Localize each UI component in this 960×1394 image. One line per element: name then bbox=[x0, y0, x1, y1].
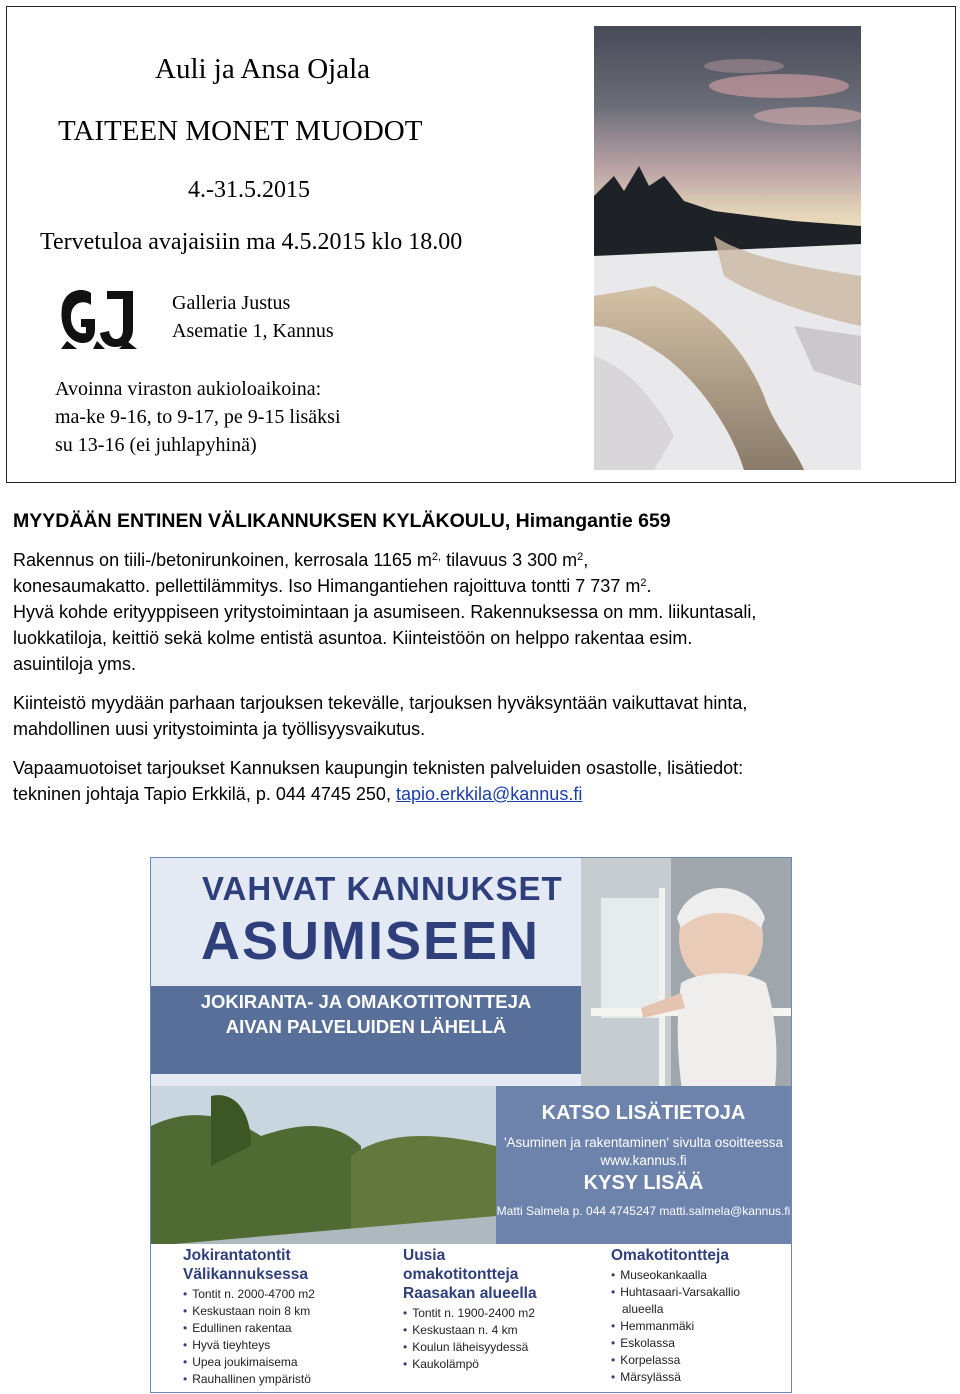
ad-banner-text bbox=[151, 989, 581, 1039]
text-fragment: asuintiloja yms. bbox=[13, 654, 137, 674]
list-item: • Kaukolämpö bbox=[403, 1356, 537, 1373]
venue-street: Asematie 1, Kannus bbox=[172, 320, 334, 342]
sale-heading: MYYDÄÄN ENTINEN VÄLIKANNUKSEN KYLÄKOULU, Himangantie 659 bbox=[13, 510, 671, 532]
info-subtext bbox=[496, 1134, 791, 1170]
list-item: • Huhtasaari-Varsakallio bbox=[611, 1284, 740, 1301]
hours-line: su 13-16 (ei juhlapyhinä) bbox=[55, 434, 257, 456]
contact-info bbox=[13, 755, 947, 807]
venue-address bbox=[172, 289, 334, 345]
ad-headline-2: ASUMISEEN bbox=[201, 911, 541, 971]
opening-invitation: Tervetuloa avajaisiin ma 4.5.2015 klo 18.00 bbox=[40, 229, 463, 255]
building-sale-notice bbox=[13, 510, 947, 807]
list-item: • Rauhallinen ympäristö bbox=[183, 1371, 315, 1388]
title-line: Jokirantatontit bbox=[183, 1247, 291, 1264]
text-fragment: Hyvä kohde erityyppiseen yritystoimintaan ja asumiseen. Rakennuksessa on mm. liikuntasali, bbox=[13, 602, 757, 622]
list-item: • Korpelassa bbox=[611, 1352, 740, 1369]
text-fragment: tilavuus 3 300 m bbox=[441, 550, 578, 570]
list-item: • Upea joukimaisema bbox=[183, 1354, 315, 1371]
list-item: • Märsylässä bbox=[611, 1369, 740, 1386]
superscript: 2 bbox=[640, 577, 647, 589]
building-description bbox=[13, 547, 947, 677]
text-fragment: . bbox=[646, 576, 652, 596]
list-item: • Hyvä tieyhteys bbox=[183, 1337, 315, 1354]
text-fragment: Vapaamuotoiset tarjoukset Kannuksen kaupungin teknisten palveluiden osastolle, lisätiedot: bbox=[13, 758, 744, 778]
banner-line: JOKIRANTA- JA OMAKOTITONTTEJA bbox=[200, 991, 532, 1012]
exhibition-notice bbox=[6, 6, 956, 483]
title-line: Uusia bbox=[403, 1247, 446, 1264]
column-title bbox=[611, 1246, 740, 1265]
title-line: Välikannuksessa bbox=[183, 1266, 308, 1283]
list-item: alueella bbox=[622, 1302, 664, 1316]
plot-columns bbox=[151, 1244, 791, 1393]
column-title bbox=[403, 1246, 537, 1303]
exhibition-dates: 4.-31.5.2015 bbox=[188, 177, 310, 203]
list-item: • Hemmanmäki bbox=[611, 1318, 740, 1335]
venue-name: Galleria Justus bbox=[172, 292, 291, 314]
info-heading: KATSO LISÄTIETOJA bbox=[541, 1102, 746, 1124]
contact-heading: KYSY LISÄÄ bbox=[583, 1172, 704, 1194]
superscript: 2 bbox=[577, 551, 584, 563]
list-item: • Eskolassa bbox=[611, 1335, 740, 1352]
list-item: • Edullinen rakentaa bbox=[183, 1320, 315, 1337]
info-line: 'Asuminen ja rakentaminen' sivulta osoitteessa bbox=[503, 1135, 784, 1150]
list-item: • Museokankaalla bbox=[611, 1267, 740, 1284]
column-title bbox=[183, 1246, 315, 1284]
list-item: • Koulun läheisyydessä bbox=[403, 1339, 537, 1356]
banner-line: AIVAN PALVELUIDEN LÄHELLÄ bbox=[225, 1016, 507, 1037]
title-line: Raasakan alueella bbox=[403, 1285, 537, 1302]
text-fragment: , bbox=[583, 550, 589, 570]
list-item: • Keskustaan noin 8 km bbox=[183, 1303, 315, 1320]
hours-line: Avoinna viraston aukioloaikoina: bbox=[55, 378, 322, 400]
list-item: • Keskustaan n. 4 km bbox=[403, 1322, 537, 1339]
text-fragment: mahdollinen uusi yritystoiminta ja työllisyysvaikutus. bbox=[13, 719, 426, 739]
hours-line: ma-ke 9-16, to 9-17, pe 9-15 lisäksi bbox=[55, 406, 341, 428]
title-line: Omakotitontteja bbox=[611, 1247, 729, 1264]
girl-window-photo bbox=[581, 858, 791, 1118]
superscript: 2, bbox=[431, 551, 442, 563]
housing-advertisement bbox=[150, 857, 792, 1393]
gallery-logo-icon bbox=[57, 283, 143, 353]
website-link[interactable]: www.kannus.fi bbox=[600, 1153, 687, 1168]
opening-hours bbox=[55, 375, 341, 459]
list-item: • Tontit n. 2000-4700 m2 bbox=[183, 1286, 315, 1303]
text-fragment: Kiinteistö myydään parhaan tarjouksen tekevälle, tarjouksen hyväksyntään vaikuttavat hinta, bbox=[13, 693, 748, 713]
text-fragment: luokkatiloja, keittiö sekä kolme entistä asuntoa. Kiinteistöön on helppo rakentaa esim. bbox=[13, 628, 693, 648]
email-link[interactable]: tapio.erkkila@kannus.fi bbox=[395, 784, 583, 804]
contact-person: Matti Salmela p. 044 4745247 matti.salmela@kannus.fi bbox=[496, 1204, 791, 1218]
sale-terms bbox=[13, 690, 947, 742]
text-fragment: Rakennus on tiili-/betonirunkoinen, kerrosala 1165 m bbox=[13, 550, 432, 570]
column-raasakka-plots bbox=[403, 1246, 537, 1373]
feature-list bbox=[611, 1267, 740, 1386]
artists-name: Auli ja Ansa Ojala bbox=[155, 53, 371, 85]
feature-list bbox=[183, 1286, 315, 1388]
exhibition-title: TAITEEN MONET MUODOT bbox=[58, 115, 423, 147]
text-fragment: konesaumakatto. pellettilämmitys. Iso Himangantiehen rajoittuva tontti 7 737 m bbox=[13, 576, 641, 596]
sunset-river-photo bbox=[594, 26, 861, 470]
text-fragment: tekninen johtaja Tapio Erkkilä, p. 044 4745 250, bbox=[13, 784, 396, 804]
title-line: omakotitontteja bbox=[403, 1266, 519, 1283]
column-riverside-plots bbox=[183, 1246, 315, 1388]
column-detached-plots bbox=[611, 1246, 740, 1386]
list-item: • Tontit n. 1900-2400 m2 bbox=[403, 1305, 537, 1322]
feature-list bbox=[403, 1305, 537, 1373]
ad-headline-1: VAHVAT KANNUKSET bbox=[202, 870, 563, 907]
